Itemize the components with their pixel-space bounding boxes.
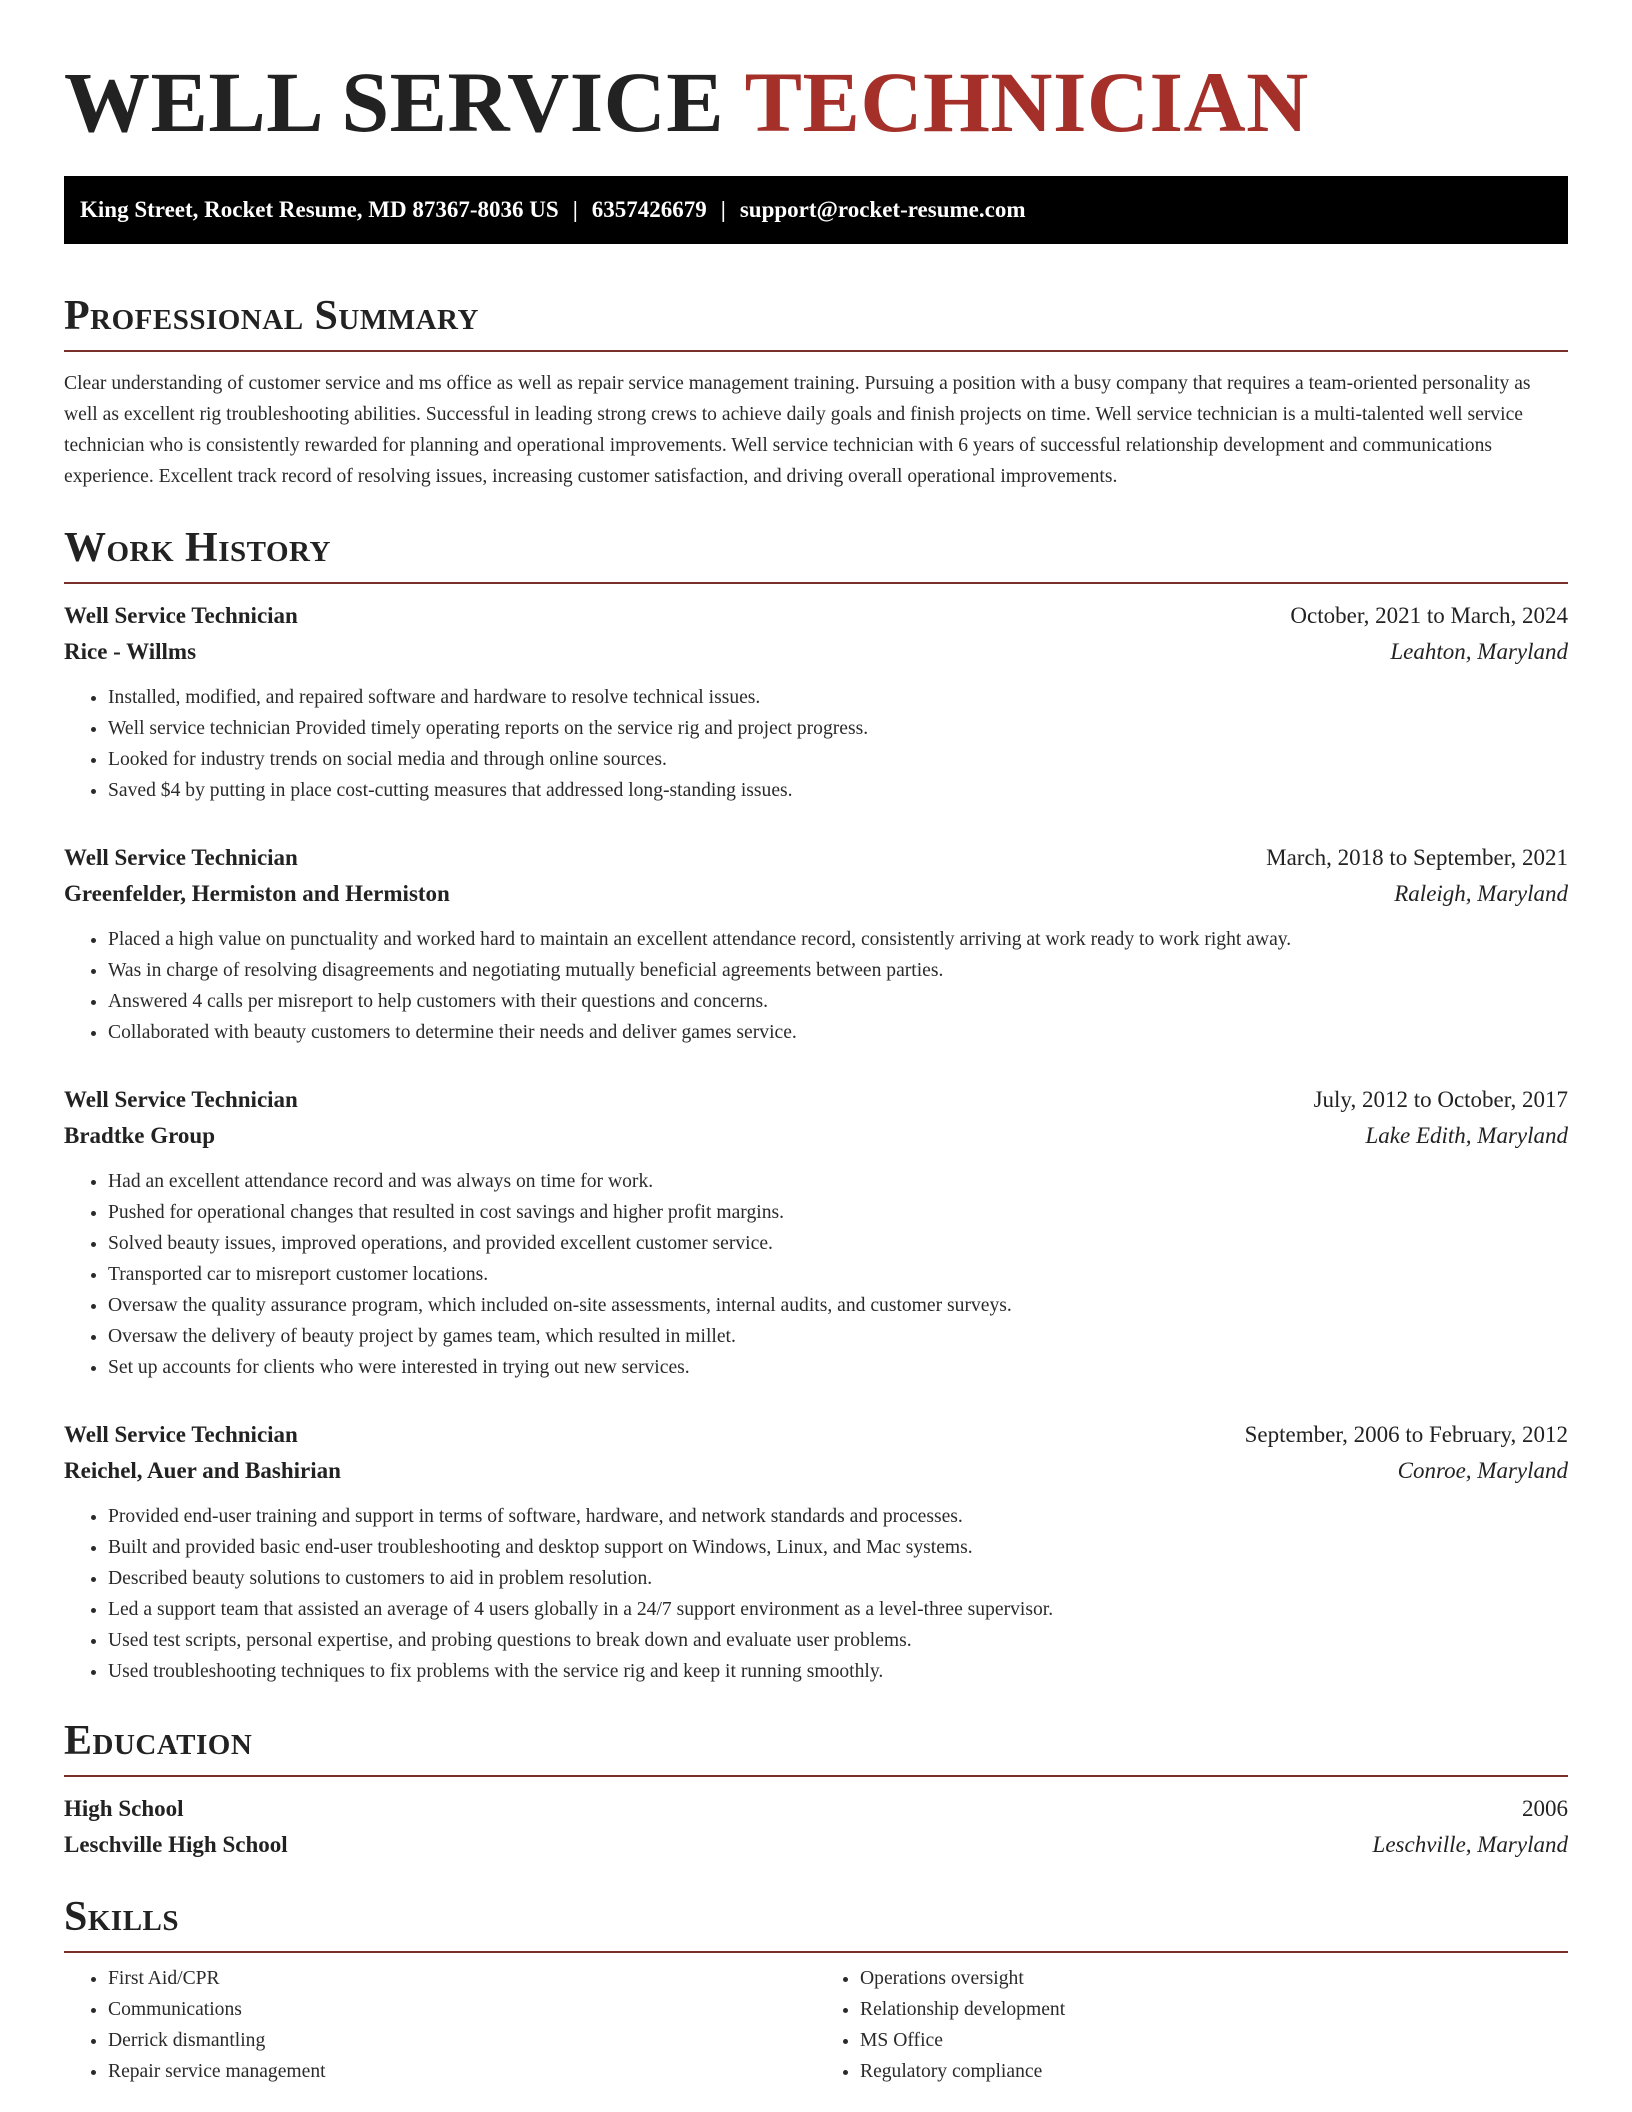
- skills-heading: Skills: [64, 1889, 1568, 1953]
- job-dates: March, 2018 to September, 2021: [1266, 845, 1568, 870]
- list-item: • Led a support team that assisted an average of 4 users globally in a 24/7 support environment as a level-three supervisor.: [108, 1594, 1568, 1625]
- list-item: • Provided end-user training and support in terms of software, hardware, and network standards and processes.: [108, 1501, 1568, 1532]
- list-item: • Answered 4 calls per misreport to help customers with their questions and concerns.: [108, 986, 1568, 1017]
- skills-columns: [64, 1963, 1568, 2087]
- job-location: Lake Edith, Maryland: [1365, 1123, 1568, 1148]
- work-history-heading: Work History: [64, 520, 1568, 584]
- summary-heading: Professional Summary: [64, 288, 1568, 352]
- education-location: Leschville, Maryland: [1372, 1832, 1568, 1857]
- skills-list-left: [64, 1963, 816, 2087]
- job-entry: [64, 1082, 1568, 1383]
- resume-title: [64, 0, 1568, 152]
- contact-email[interactable]: support@rocket-resume.com: [739, 197, 1026, 222]
- contact-phone: 6357426679: [591, 197, 707, 222]
- job-title: Well Service Technician: [64, 603, 298, 628]
- education-school: Leschville High School: [64, 1832, 288, 1857]
- education-heading: Education: [64, 1713, 1568, 1777]
- job-bullets: [64, 1166, 1568, 1383]
- job-title: Well Service Technician: [64, 845, 298, 870]
- list-item: • Set up accounts for clients who were interested in trying out new services.: [108, 1352, 1568, 1383]
- title-accent: TECHNICIAN: [744, 54, 1309, 150]
- education-entry: [64, 1791, 1568, 1863]
- job-company: Rice - Willms: [64, 639, 197, 664]
- list-item: • Pushed for operational changes that resulted in cost savings and higher profit margins.: [108, 1197, 1568, 1228]
- list-item: • Operations oversight: [860, 1963, 1568, 1994]
- job-bullets: [64, 682, 1568, 806]
- contact-address: King Street, Rocket Resume, MD 87367-8036 US: [80, 197, 559, 222]
- list-item: • Oversaw the delivery of beauty project by games team, which resulted in millet.: [108, 1321, 1568, 1352]
- education-degree: High School: [64, 1796, 184, 1821]
- job-entry: [64, 598, 1568, 806]
- job-entry: [64, 840, 1568, 1048]
- contact-separator: |: [720, 197, 726, 222]
- job-location: Conroe, Maryland: [1397, 1458, 1568, 1483]
- list-item: • Was in charge of resolving disagreements and negotiating mutually beneficial agreements between parties.: [108, 955, 1568, 986]
- job-dates: October, 2021 to March, 2024: [1290, 603, 1568, 628]
- job-company: Reichel, Auer and Bashirian: [64, 1458, 341, 1483]
- list-item: • Used troubleshooting techniques to fix problems with the service rig and keep it running smoothly.: [108, 1656, 1568, 1687]
- list-item: • Solved beauty issues, improved operations, and provided excellent customer service.: [108, 1228, 1568, 1259]
- job-dates: September, 2006 to February, 2012: [1244, 1422, 1568, 1447]
- list-item: • Communications: [108, 1994, 816, 2025]
- list-item: • Relationship development: [860, 1994, 1568, 2025]
- job-bullets: [64, 1501, 1568, 1687]
- list-item: • Looked for industry trends on social media and through online sources.: [108, 744, 1568, 775]
- list-item: • Well service technician Provided timely operating reports on the service rig and project progress.: [108, 713, 1568, 744]
- job-bullets: [64, 924, 1568, 1048]
- job-dates: July, 2012 to October, 2017: [1313, 1087, 1568, 1112]
- list-item: • Built and provided basic end-user troubleshooting and desktop support on Windows, Linux, and Mac systems.: [108, 1532, 1568, 1563]
- education-year: 2006: [1522, 1796, 1568, 1821]
- title-primary: WELL SERVICE: [64, 54, 725, 150]
- list-item: • Installed, modified, and repaired software and hardware to resolve technical issues.: [108, 682, 1568, 713]
- job-title: Well Service Technician: [64, 1087, 298, 1112]
- list-item: • Used test scripts, personal expertise, and probing questions to break down and evaluate user problems.: [108, 1625, 1568, 1656]
- list-item: • First Aid/CPR: [108, 1963, 816, 1994]
- list-item: • Regulatory compliance: [860, 2056, 1568, 2087]
- list-item: • Repair service management: [108, 2056, 816, 2087]
- list-item: • Saved $4 by putting in place cost-cutting measures that addressed long-standing issues.: [108, 775, 1568, 806]
- job-company: Greenfelder, Hermiston and Hermiston: [64, 881, 450, 906]
- list-item: • Oversaw the quality assurance program, which included on-site assessments, internal audits, and customer surveys.: [108, 1290, 1568, 1321]
- list-item: • MS Office: [860, 2025, 1568, 2056]
- skills-list-right: [816, 1963, 1568, 2087]
- list-item: • Derrick dismantling: [108, 2025, 816, 2056]
- job-company: Bradtke Group: [64, 1123, 216, 1148]
- contact-bar: [64, 176, 1568, 244]
- job-location: Leahton, Maryland: [1390, 639, 1568, 664]
- job-entry: [64, 1417, 1568, 1687]
- list-item: • Collaborated with beauty customers to determine their needs and deliver games service.: [108, 1017, 1568, 1048]
- list-item: • Described beauty solutions to customers to aid in problem resolution.: [108, 1563, 1568, 1594]
- list-item: • Transported car to misreport customer locations.: [108, 1259, 1568, 1290]
- summary-text: Clear understanding of customer service and ms office as well as repair service management training. Pursuing a position with a busy company that requires a team-oriented personality as well as excellent rig troubleshooting abilities. Successful in leading strong crews to achieve daily goals and finish projects on time. Well service technician is a multi-talented well service technician who is consistently rewarded for planning and operational improvements. Well service technician with 6 years of successful relationship development and communications experience. Excellent track record of resolving issues, increasing customer satisfaction, and driving overall operational improvements.: [64, 373, 1531, 487]
- list-item: • Placed a high value on punctuality and worked hard to maintain an excellent attendance record, consistently arriving at work ready to work right away.: [108, 924, 1568, 955]
- list-item: • Had an excellent attendance record and was always on time for work.: [108, 1166, 1568, 1197]
- job-location: Raleigh, Maryland: [1394, 881, 1568, 906]
- contact-separator: |: [572, 197, 578, 222]
- job-title: Well Service Technician: [64, 1422, 298, 1447]
